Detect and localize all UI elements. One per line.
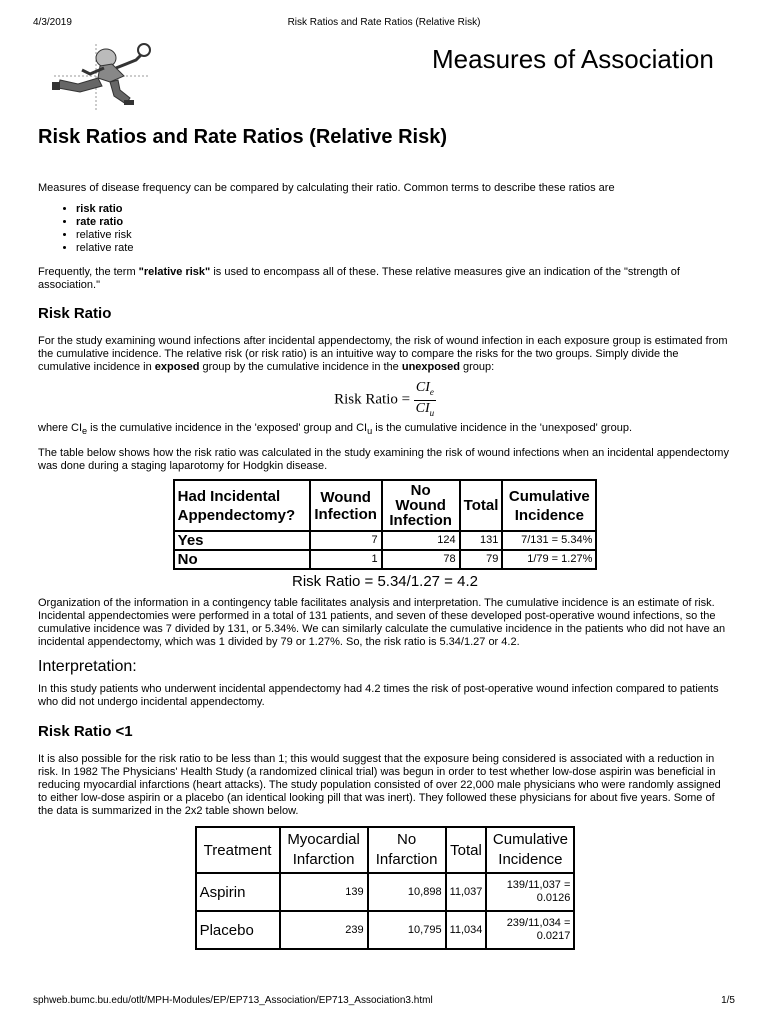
- table-row: Placebo 239 10,795 11,034 239/11,034 = 0.0217: [196, 911, 575, 949]
- risk-ratio-heading: Risk Ratio: [38, 305, 112, 322]
- table-row: Yes 7 124 131 7/131 = 5.34%: [174, 531, 597, 550]
- table-header-row: Had Incidental Appendectomy? Wound Infection No Wound Infection Total Cumulative Incidence: [174, 480, 597, 531]
- section-title: Measures of Association: [432, 44, 714, 74]
- risk-ratio-lt1-paragraph: It is also possible for the risk ratio to be less than 1; this would suggest that the exposure being considered is associated with a reduction in risk. In 1982 The Physicians' Health Study (a randomized clinical trial) was begun in order to test whether low-dose aspirin was beneficial in reducing myocardial infarctions (heart attacks). The study population consisted of over 22,000 male physicians who were randomly assigned to either low-dose aspirin or a placebo (an identical looking pill that was inert). They followed these physicians for about five years. Some of the data is summarized in the 2x2 table shown below.: [38, 753, 721, 818]
- term-item: • rate ratio: [76, 216, 732, 229]
- where-paragraph: where $CI_e$ is the cumulative incidence in the 'exposed' group and $CI_u$ is the cumulative incidence in the 'unexposed' group.: [38, 422, 633, 437]
- print-page-number: 1/5: [721, 995, 735, 1006]
- page-title: Risk Ratios and Rate Ratios (Relative Risk): [38, 126, 448, 148]
- table-row: Aspirin 139 10,898 11,037 139/11,037 = 0.0126: [196, 873, 575, 911]
- print-date: 4/3/2019: [33, 17, 72, 28]
- risk-ratio-result: Risk Ratio = 5.34/1.27 = 4.2: [292, 573, 478, 591]
- term-item: • risk ratio: [76, 203, 732, 216]
- print-url: sphweb.bumc.bu.edu/otlt/MPH-Modules/EP/EP713_Association/EP713_Association3.html: [33, 995, 433, 1006]
- aspirin-table: [195, 826, 576, 950]
- table-row: No 1 78 79 1/79 = 1.27%: [174, 550, 597, 569]
- term-item: • relative risk: [76, 229, 732, 242]
- interpretation-paragraph: In this study patients who underwent incidental appendectomy had 4.2 times the risk of post-operative wound infection compared to patients who did not undergo incidental appendectomy.: [38, 683, 719, 709]
- table-header-row: Treatment Myocardial Infarction No Infarction Total Cumulative Incidence: [196, 827, 575, 873]
- running-figure-logo: [40, 38, 160, 110]
- appendectomy-table: [173, 479, 598, 570]
- risk-ratio-paragraph: For the study examining wound infections after incidental appendectomy, the risk of wound infection in each exposure group is estimated from the cumulative incidence. The relative risk (or risk ratio) is an intuitive way to compare the risks for the two groups. Simply divide the cumulative incidence in exposed group by the cumulative incidence in the unexposed group:: [38, 335, 728, 373]
- relative-risk-paragraph: Frequently, the term "relative risk" is used to encompass all of these. These relative measures give an indication of the "strength of association.": [38, 266, 680, 291]
- risk-ratio-formula: Risk Ratio = $\frac{CI_e}{CI_u}$: [334, 380, 435, 418]
- terms-list: [38, 203, 732, 255]
- term-item: • relative rate: [76, 242, 732, 255]
- risk-ratio-lt1-heading: Risk Ratio <1: [38, 723, 133, 741]
- table-intro-paragraph: The table below shows how the risk ratio was calculated in the study examining the risk of wound infections when an incidental appendectomy was done during a staging laparotomy for Hodgkin disease.: [38, 447, 729, 473]
- relative-risk-term: "relative risk": [138, 266, 211, 278]
- organization-paragraph: Organization of the information in a contingency table facilitates analysis and interpretation. The cumulative incidence is an estimate of risk. Incidental appendectomies were performed in a total of 131 patients, and seven of these developed post-operative wound infections, so the cumulative incidence was 7 divided by 131, or 5.34%. We can similarly calculate the cumulative incidence in the patients who did not have an incidental appendectomy, which was 1 divided by 79 or 1.27%. So, the risk ratio is 5.34/1.27 or 4.2.: [38, 597, 726, 649]
- interpretation-heading: Interpretation:: [38, 658, 137, 676]
- article: [38, 124, 732, 950]
- print-page-title: Risk Ratios and Rate Ratios (Relative Risk): [287, 17, 481, 28]
- intro-paragraph: Measures of disease frequency can be compared by calculating their ratio. Common terms to describe these ratios are: [38, 182, 615, 194]
